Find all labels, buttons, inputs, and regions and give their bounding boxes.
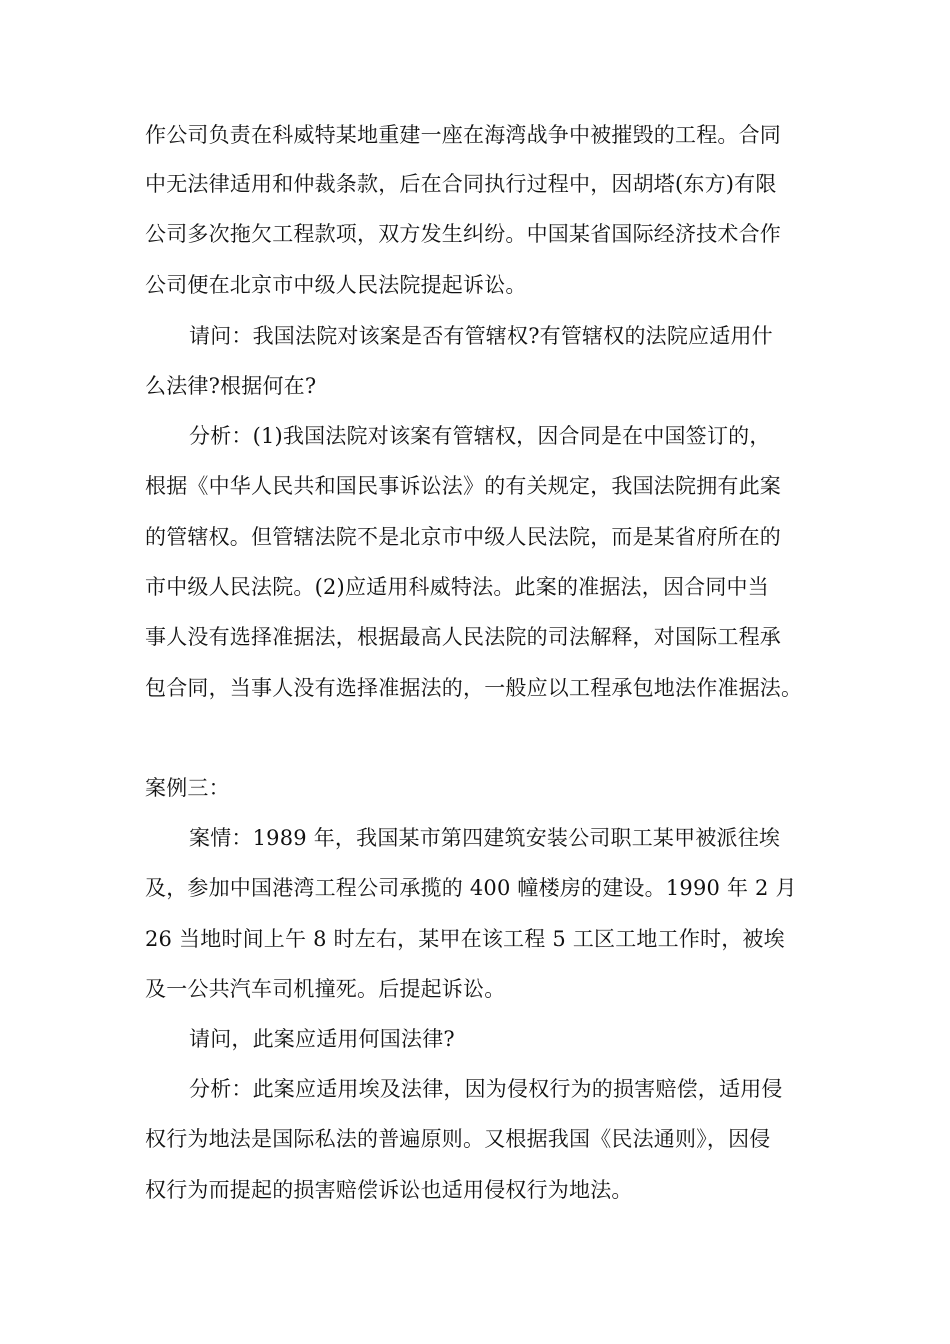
paragraph-line: 公司便在北京市中级人民法院提起诉讼。 [145,273,527,297]
analysis-line: 根据《中华人民共和国民事诉讼法》的有关规定，我国法院拥有此案 [145,474,781,498]
analysis-line: 包合同，当事人没有选择准据法的，一般应以工程承包地法作准据法。 [145,676,803,700]
analysis-line: 的管辖权。但管辖法院不是北京市中级人民法院，而是某省府所在的 [145,525,781,549]
analysis-line: 权行为地法是国际私法的普遍原则。又根据我国《民法通则》，因侵 [145,1127,771,1151]
paragraph-line: 作公司负责在科威特某地重建一座在海湾战争中被摧毁的工程。合同 [145,123,781,147]
analysis-line: 事人没有选择准据法，根据最高人民法院的司法解释，对国际工程承 [145,625,781,649]
case-facts-line: 案情：1989 年，我国某市第四建筑安装公司职工某甲被派往埃 [189,826,781,850]
case-facts-line: 及一公共汽车司机撞死。后提起诉讼。 [145,977,506,1001]
analysis-line: 分析：此案应适用埃及法律，因为侵权行为的损害赔偿，适用侵 [189,1077,783,1101]
paragraph-line: 中无法律适用和仲裁条款，后在合同执行过程中，因胡塔(东方)有限 [145,172,777,196]
case-heading: 案例三： [145,776,230,800]
question-line: 么法律?根据何在? [145,374,317,398]
paragraph-line: 公司多次拖欠工程款项，双方发生纠纷。中国某省国际经济技术合作 [145,222,781,246]
case-facts-line: 26 当地时间上午 8 时左右，某甲在该工程 5 工区工地工作时，被埃 [145,927,785,951]
analysis-line: 市中级人民法院。(2)应适用科威特法。此案的准据法，因合同中当 [145,575,769,599]
case-facts-line: 及，参加中国港湾工程公司承揽的 400 幢楼房的建设。1990 年 2 月 [145,876,797,900]
analysis-line: 权行为而提起的损害赔偿诉讼也适用侵权行为地法。 [145,1178,633,1202]
analysis-line: 分析：(1)我国法院对该案有管辖权，因合同是在中国签订的， [189,424,771,448]
question-line: 请问，此案应适用何国法律? [189,1027,455,1051]
question-line: 请问：我国法院对该案是否有管辖权?有管辖权的法院应适用什 [189,324,773,348]
